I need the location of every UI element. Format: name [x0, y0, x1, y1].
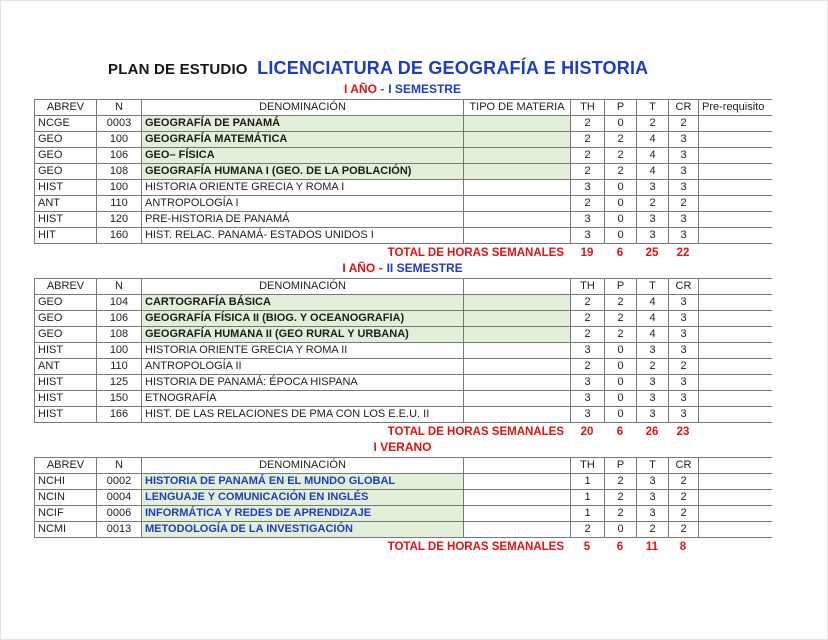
- cell-pre: [699, 327, 772, 343]
- cell-cr: 2: [669, 490, 699, 506]
- cell-th: 2: [571, 148, 605, 164]
- cell-den: HIST. RELAC. PANAMÁ- ESTADOS UNIDOS I: [142, 228, 464, 244]
- cell-p: 0: [605, 522, 637, 538]
- cell-abrev: HIST: [35, 407, 97, 423]
- column-header-pre: [699, 279, 772, 295]
- cell-n: 160: [97, 228, 142, 244]
- cell-cr: 3: [669, 148, 699, 164]
- column-header-t: T: [637, 458, 669, 474]
- cell-n: 108: [97, 327, 142, 343]
- cell-p: 2: [605, 295, 637, 311]
- totals-label: TOTAL DE HORAS SEMANALES: [387, 426, 564, 438]
- cell-th: 2: [571, 295, 605, 311]
- column-header-n: N: [97, 100, 142, 116]
- cell-th: 2: [571, 132, 605, 148]
- column-header-t: T: [637, 100, 669, 116]
- cell-p: 0: [605, 180, 637, 196]
- cell-den: GEOGRAFÍA HUMANA I (GEO. DE LA POBLACIÓN): [142, 164, 464, 180]
- course-row: [35, 228, 772, 244]
- cell-t: 3: [637, 180, 669, 196]
- document-title: [108, 57, 827, 81]
- total-value: 26: [645, 426, 659, 438]
- cell-den: HISTORIA DE PANAMÁ: ÉPOCA HISPANA: [142, 375, 464, 391]
- cell-t: 4: [637, 327, 669, 343]
- cell-den: GEOGRAFÍA FÍSICA II (BIOG. Y OCEANOGRAFIA): [142, 311, 464, 327]
- course-row: [35, 148, 772, 164]
- cell-tipo: [464, 196, 571, 212]
- total-value: 25: [645, 247, 659, 259]
- cell-abrev: NCHI: [35, 474, 97, 490]
- cell-p: 0: [605, 212, 637, 228]
- cell-tipo: [464, 180, 571, 196]
- column-header-pre: Pre-requisito: [699, 100, 772, 116]
- column-header-pre: [699, 458, 772, 474]
- cell-t: 3: [637, 228, 669, 244]
- cell-n: 100: [97, 343, 142, 359]
- totals-label: TOTAL DE HORAS SEMANALES: [387, 247, 564, 259]
- cell-pre: [699, 180, 772, 196]
- cell-n: 100: [97, 132, 142, 148]
- cell-pre: [699, 148, 772, 164]
- cell-p: 2: [605, 490, 637, 506]
- cell-cr: 2: [669, 116, 699, 132]
- column-header-tipo: TIPO DE MATERIA: [464, 100, 571, 116]
- cell-cr: 3: [669, 407, 699, 423]
- cell-t: 2: [637, 196, 669, 212]
- course-row: [35, 343, 772, 359]
- cell-cr: 3: [669, 212, 699, 228]
- cell-pre: [699, 164, 772, 180]
- cell-abrev: GEO: [35, 295, 97, 311]
- cell-pre: [699, 359, 772, 375]
- cell-abrev: GEO: [35, 132, 97, 148]
- cell-tipo: [464, 359, 571, 375]
- total-value: 6: [616, 426, 624, 438]
- cell-n: 0002: [97, 474, 142, 490]
- cell-tipo: [464, 506, 571, 522]
- column-header-den: DENOMINACIÓN: [142, 458, 464, 474]
- cell-pre: [699, 132, 772, 148]
- totals-values: [570, 247, 698, 260]
- cell-den: PRE-HISTORIA DE PANAMÁ: [142, 212, 464, 228]
- column-header-den: DENOMINACIÓN: [142, 279, 464, 295]
- cell-n: 166: [97, 407, 142, 423]
- cell-th: 2: [571, 359, 605, 375]
- cell-n: 110: [97, 359, 142, 375]
- section-subtitle: [34, 83, 771, 96]
- semester-table: [34, 278, 772, 423]
- cell-cr: 3: [669, 164, 699, 180]
- cell-pre: [699, 228, 772, 244]
- cell-abrev: NCIN: [35, 490, 97, 506]
- column-header-tipo: [464, 279, 571, 295]
- cell-abrev: GEO: [35, 148, 97, 164]
- cell-cr: 2: [669, 359, 699, 375]
- cell-t: 4: [637, 311, 669, 327]
- section-subtitle-red: I AÑO -: [342, 261, 383, 275]
- cell-cr: 3: [669, 180, 699, 196]
- cell-tipo: [464, 212, 571, 228]
- course-row: [35, 327, 772, 343]
- section-subtitle-blue: I SEMESTRE: [388, 82, 461, 96]
- cell-th: 1: [571, 506, 605, 522]
- course-row: [35, 132, 772, 148]
- cell-t: 4: [637, 148, 669, 164]
- totals-label: TOTAL DE HORAS SEMANALES: [387, 541, 564, 553]
- cell-t: 3: [637, 506, 669, 522]
- column-header-abrev: ABREV: [35, 458, 97, 474]
- totals-values: [570, 541, 698, 554]
- cell-cr: 3: [669, 132, 699, 148]
- cell-abrev: NCMI: [35, 522, 97, 538]
- cell-abrev: HIST: [35, 180, 97, 196]
- cell-th: 3: [571, 180, 605, 196]
- cell-th: 2: [571, 116, 605, 132]
- cell-t: 3: [637, 375, 669, 391]
- cell-tipo: [464, 228, 571, 244]
- totals-row: [34, 541, 771, 554]
- cell-den: GEO– FÍSICA: [142, 148, 464, 164]
- cell-t: 2: [637, 359, 669, 375]
- cell-p: 0: [605, 391, 637, 407]
- cell-pre: [699, 474, 772, 490]
- cell-th: 3: [571, 343, 605, 359]
- course-row: [35, 295, 772, 311]
- cell-p: 0: [605, 407, 637, 423]
- cell-abrev: ANT: [35, 196, 97, 212]
- course-row: [35, 164, 772, 180]
- course-row: [35, 490, 772, 506]
- cell-pre: [699, 490, 772, 506]
- cell-abrev: HIST: [35, 375, 97, 391]
- cell-cr: 3: [669, 228, 699, 244]
- cell-n: 108: [97, 164, 142, 180]
- total-value: 11: [645, 541, 659, 553]
- cell-pre: [699, 391, 772, 407]
- total-value: 8: [679, 541, 687, 553]
- cell-den: INFORMÁTICA Y REDES DE APRENDIZAJE: [142, 506, 464, 522]
- cell-tipo: [464, 391, 571, 407]
- course-row: [35, 407, 772, 423]
- header-row: [35, 279, 772, 295]
- cell-n: 120: [97, 212, 142, 228]
- cell-th: 3: [571, 391, 605, 407]
- section-subtitle-red: I AÑO -: [344, 82, 385, 96]
- semester-table: [34, 99, 772, 244]
- cell-p: 2: [605, 311, 637, 327]
- cell-den: GEOGRAFÍA MATEMÁTICA: [142, 132, 464, 148]
- cell-tipo: [464, 148, 571, 164]
- cell-den: ANTROPOLOGÍA I: [142, 196, 464, 212]
- cell-abrev: GEO: [35, 164, 97, 180]
- cell-tipo: [464, 407, 571, 423]
- cell-t: 3: [637, 474, 669, 490]
- column-header-tipo: [464, 458, 571, 474]
- totals-values: [570, 426, 698, 439]
- column-header-den: DENOMINACIÓN: [142, 100, 464, 116]
- cell-p: 0: [605, 196, 637, 212]
- cell-abrev: NCGE: [35, 116, 97, 132]
- course-row: [35, 522, 772, 538]
- cell-t: 2: [637, 522, 669, 538]
- cell-n: 0013: [97, 522, 142, 538]
- column-header-abrev: ABREV: [35, 279, 97, 295]
- cell-n: 150: [97, 391, 142, 407]
- course-row: [35, 391, 772, 407]
- cell-abrev: GEO: [35, 327, 97, 343]
- cell-abrev: HIT: [35, 228, 97, 244]
- course-row: [35, 506, 772, 522]
- cell-th: 2: [571, 196, 605, 212]
- semester-section-2: [34, 262, 827, 439]
- cell-t: 2: [637, 116, 669, 132]
- column-header-p: P: [605, 100, 637, 116]
- cell-abrev: GEO: [35, 311, 97, 327]
- column-header-cr: CR: [669, 100, 699, 116]
- cell-tipo: [464, 490, 571, 506]
- cell-p: 2: [605, 148, 637, 164]
- cell-cr: 3: [669, 295, 699, 311]
- column-header-abrev: ABREV: [35, 100, 97, 116]
- cell-th: 2: [571, 327, 605, 343]
- cell-cr: 3: [669, 343, 699, 359]
- title-prefix: PLAN DE ESTUDIO: [108, 61, 248, 78]
- column-header-p: P: [605, 458, 637, 474]
- cell-cr: 3: [669, 327, 699, 343]
- cell-pre: [699, 375, 772, 391]
- cell-abrev: HIST: [35, 391, 97, 407]
- cell-tipo: [464, 327, 571, 343]
- cell-th: 3: [571, 228, 605, 244]
- cell-th: 1: [571, 490, 605, 506]
- section-subtitle: [34, 441, 771, 454]
- total-value: 6: [616, 247, 624, 259]
- cell-p: 2: [605, 474, 637, 490]
- section-subtitle: [34, 262, 771, 275]
- cell-n: 0004: [97, 490, 142, 506]
- cell-tipo: [464, 375, 571, 391]
- course-row: [35, 359, 772, 375]
- title-degree-name: LICENCIATURA DE GEOGRAFÍA E HISTORIA: [257, 58, 649, 78]
- column-header-th: TH: [571, 100, 605, 116]
- cell-n: 106: [97, 311, 142, 327]
- cell-cr: 2: [669, 506, 699, 522]
- summer-section: [34, 441, 827, 554]
- totals-row: [34, 247, 771, 260]
- course-row: [35, 116, 772, 132]
- cell-p: 2: [605, 164, 637, 180]
- cell-den: GEOGRAFÍA HUMANA II (GEO RURAL Y URBANA): [142, 327, 464, 343]
- course-row: [35, 311, 772, 327]
- cell-abrev: HIST: [35, 212, 97, 228]
- total-value: 5: [583, 541, 591, 553]
- cell-den: HISTORIA ORIENTE GRECIA Y ROMA II: [142, 343, 464, 359]
- cell-tipo: [464, 116, 571, 132]
- cell-t: 3: [637, 212, 669, 228]
- cell-p: 0: [605, 375, 637, 391]
- column-header-cr: CR: [669, 458, 699, 474]
- cell-n: 104: [97, 295, 142, 311]
- cell-t: 4: [637, 164, 669, 180]
- cell-pre: [699, 116, 772, 132]
- cell-pre: [699, 522, 772, 538]
- cell-t: 3: [637, 490, 669, 506]
- cell-cr: 3: [669, 391, 699, 407]
- cell-tipo: [464, 522, 571, 538]
- cell-n: 125: [97, 375, 142, 391]
- course-row: [35, 474, 772, 490]
- cell-th: 3: [571, 375, 605, 391]
- column-header-t: T: [637, 279, 669, 295]
- cell-th: 3: [571, 407, 605, 423]
- total-value: 23: [676, 426, 690, 438]
- cell-p: 0: [605, 343, 637, 359]
- cell-pre: [699, 506, 772, 522]
- column-header-p: P: [605, 279, 637, 295]
- cell-th: 2: [571, 522, 605, 538]
- column-header-n: N: [97, 279, 142, 295]
- cell-t: 4: [637, 132, 669, 148]
- column-header-th: TH: [571, 279, 605, 295]
- totals-row: [34, 426, 771, 439]
- cell-cr: 2: [669, 474, 699, 490]
- cell-t: 3: [637, 391, 669, 407]
- cell-cr: 2: [669, 196, 699, 212]
- cell-den: HISTORIA ORIENTE GRECIA Y ROMA I: [142, 180, 464, 196]
- cell-den: HISTORIA DE PANAMÁ EN EL MUNDO GLOBAL: [142, 474, 464, 490]
- column-header-n: N: [97, 458, 142, 474]
- cell-tipo: [464, 343, 571, 359]
- cell-den: ETNOGRAFÍA: [142, 391, 464, 407]
- cell-tipo: [464, 132, 571, 148]
- cell-pre: [699, 343, 772, 359]
- header-row: [35, 458, 772, 474]
- cell-cr: 3: [669, 311, 699, 327]
- section-subtitle-red: I VERANO: [373, 440, 432, 454]
- column-header-th: TH: [571, 458, 605, 474]
- cell-cr: 3: [669, 375, 699, 391]
- cell-pre: [699, 407, 772, 423]
- cell-p: 0: [605, 359, 637, 375]
- cell-den: HIST. DE LAS RELACIONES DE PMA CON LOS E.E.U. II: [142, 407, 464, 423]
- cell-abrev: ANT: [35, 359, 97, 375]
- cell-pre: [699, 295, 772, 311]
- total-value: 20: [580, 426, 594, 438]
- cell-th: 2: [571, 311, 605, 327]
- cell-tipo: [464, 164, 571, 180]
- cell-t: 3: [637, 343, 669, 359]
- cell-th: 2: [571, 164, 605, 180]
- cell-pre: [699, 196, 772, 212]
- cell-t: 4: [637, 295, 669, 311]
- section-subtitle-blue: II SEMESTRE: [386, 261, 463, 275]
- header-row: [35, 100, 772, 116]
- course-row: [35, 375, 772, 391]
- cell-pre: [699, 311, 772, 327]
- cell-n: 106: [97, 148, 142, 164]
- cell-den: ANTROPOLOGÍA II: [142, 359, 464, 375]
- total-value: 6: [616, 541, 624, 553]
- course-row: [35, 180, 772, 196]
- cell-den: GEOGRAFÍA DE PANAMÁ: [142, 116, 464, 132]
- cell-p: 2: [605, 327, 637, 343]
- cell-abrev: NCIF: [35, 506, 97, 522]
- cell-p: 0: [605, 116, 637, 132]
- cell-den: CARTOGRAFÍA BÁSICA: [142, 295, 464, 311]
- total-value: 22: [676, 247, 690, 259]
- cell-n: 100: [97, 180, 142, 196]
- summer-table: [34, 457, 772, 538]
- cell-abrev: HIST: [35, 343, 97, 359]
- cell-den: METODOLOGÍA DE LA INVESTIGACIÓN: [142, 522, 464, 538]
- cell-den: LENGUAJE Y COMUNICACIÓN EN INGLÉS: [142, 490, 464, 506]
- cell-p: 2: [605, 132, 637, 148]
- column-header-cr: CR: [669, 279, 699, 295]
- cell-th: 3: [571, 212, 605, 228]
- cell-tipo: [464, 474, 571, 490]
- cell-tipo: [464, 295, 571, 311]
- cell-n: 0006: [97, 506, 142, 522]
- course-row: [35, 212, 772, 228]
- total-value: 19: [580, 247, 594, 259]
- course-row: [35, 196, 772, 212]
- cell-p: 0: [605, 228, 637, 244]
- semester-section-1: [34, 83, 827, 260]
- cell-n: 0003: [97, 116, 142, 132]
- cell-th: 1: [571, 474, 605, 490]
- cell-cr: 2: [669, 522, 699, 538]
- cell-pre: [699, 212, 772, 228]
- cell-p: 2: [605, 506, 637, 522]
- cell-t: 3: [637, 407, 669, 423]
- cell-n: 110: [97, 196, 142, 212]
- cell-tipo: [464, 311, 571, 327]
